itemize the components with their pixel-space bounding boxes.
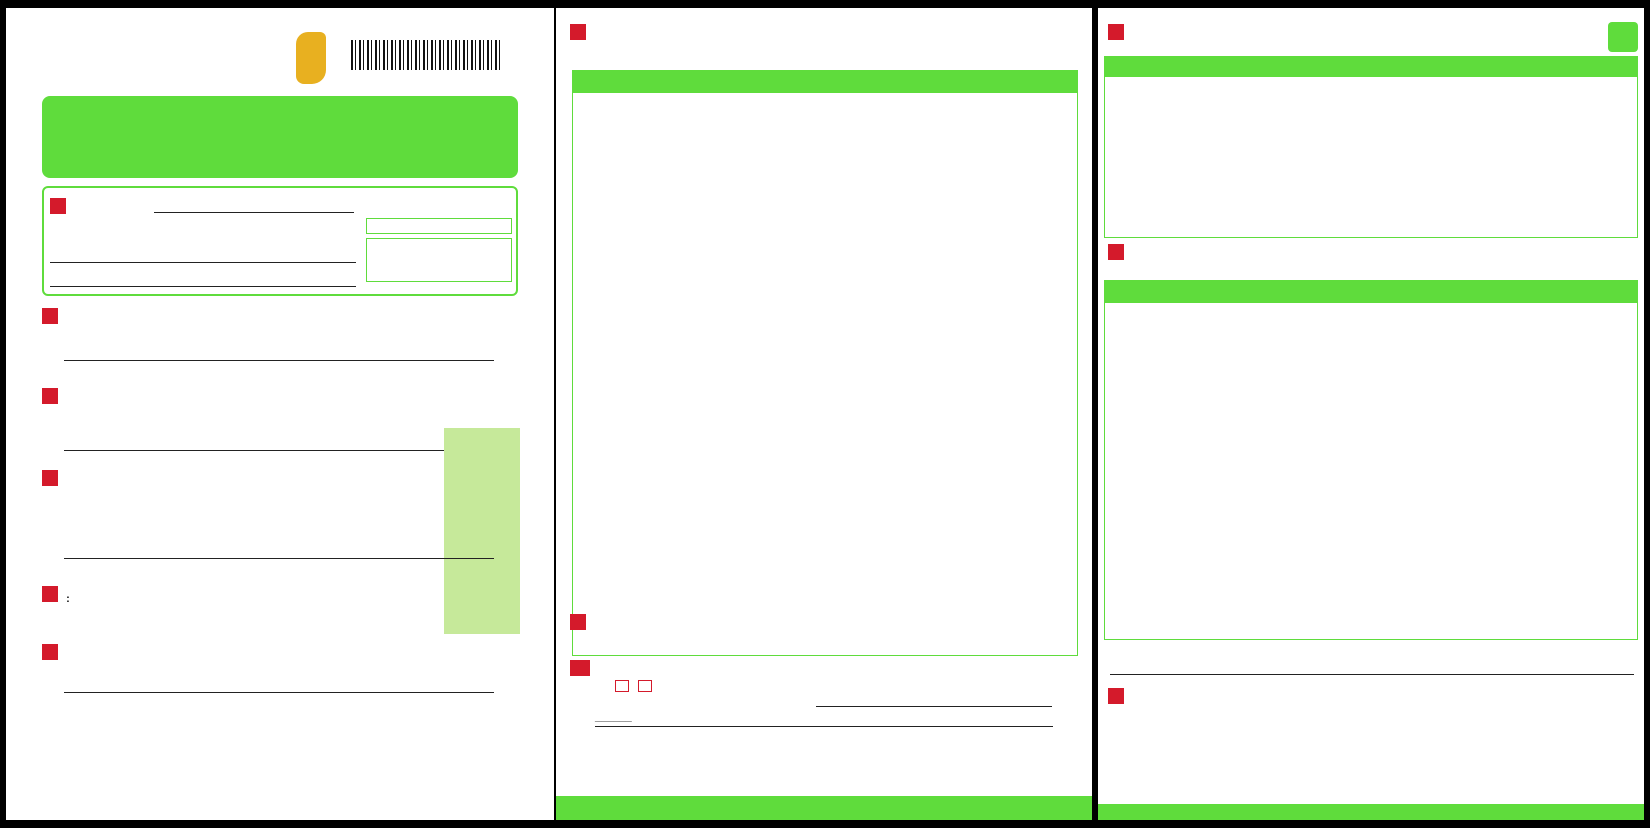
section-6 (42, 644, 518, 663)
results-table (572, 70, 1078, 656)
section-10: ______ (570, 660, 1080, 724)
section-5: : (42, 586, 70, 605)
section-9 (570, 614, 591, 634)
mesa-directiva-table (1104, 56, 1638, 238)
nuevo-leon-map-icon (296, 32, 326, 84)
section-11-header (1108, 24, 1588, 43)
cee-logo (156, 26, 336, 90)
section-13 (1108, 688, 1638, 707)
title-banner (42, 96, 518, 178)
protesta-boxes (1120, 748, 1620, 764)
section-8-header (570, 24, 1080, 43)
section-4 (42, 470, 442, 490)
barcode (351, 40, 501, 70)
section-3 (42, 388, 518, 407)
footer-banner (556, 796, 1092, 820)
representantes-table (1104, 280, 1638, 640)
sheet-number (1608, 22, 1638, 52)
section-2 (42, 308, 518, 327)
si-checkbox[interactable] (615, 680, 629, 692)
results-table-header (573, 71, 1077, 93)
tipo-casilla-label (366, 218, 512, 234)
right-panel (1098, 8, 1644, 820)
middle-panel (556, 8, 1092, 820)
left-panel (6, 8, 554, 820)
section-1-box (42, 186, 518, 296)
right-footer-bar (1098, 804, 1644, 820)
no-checkbox[interactable] (638, 680, 652, 692)
section-12-header (1108, 244, 1638, 264)
tipo-casilla-value (366, 238, 512, 282)
number-column (444, 428, 520, 634)
